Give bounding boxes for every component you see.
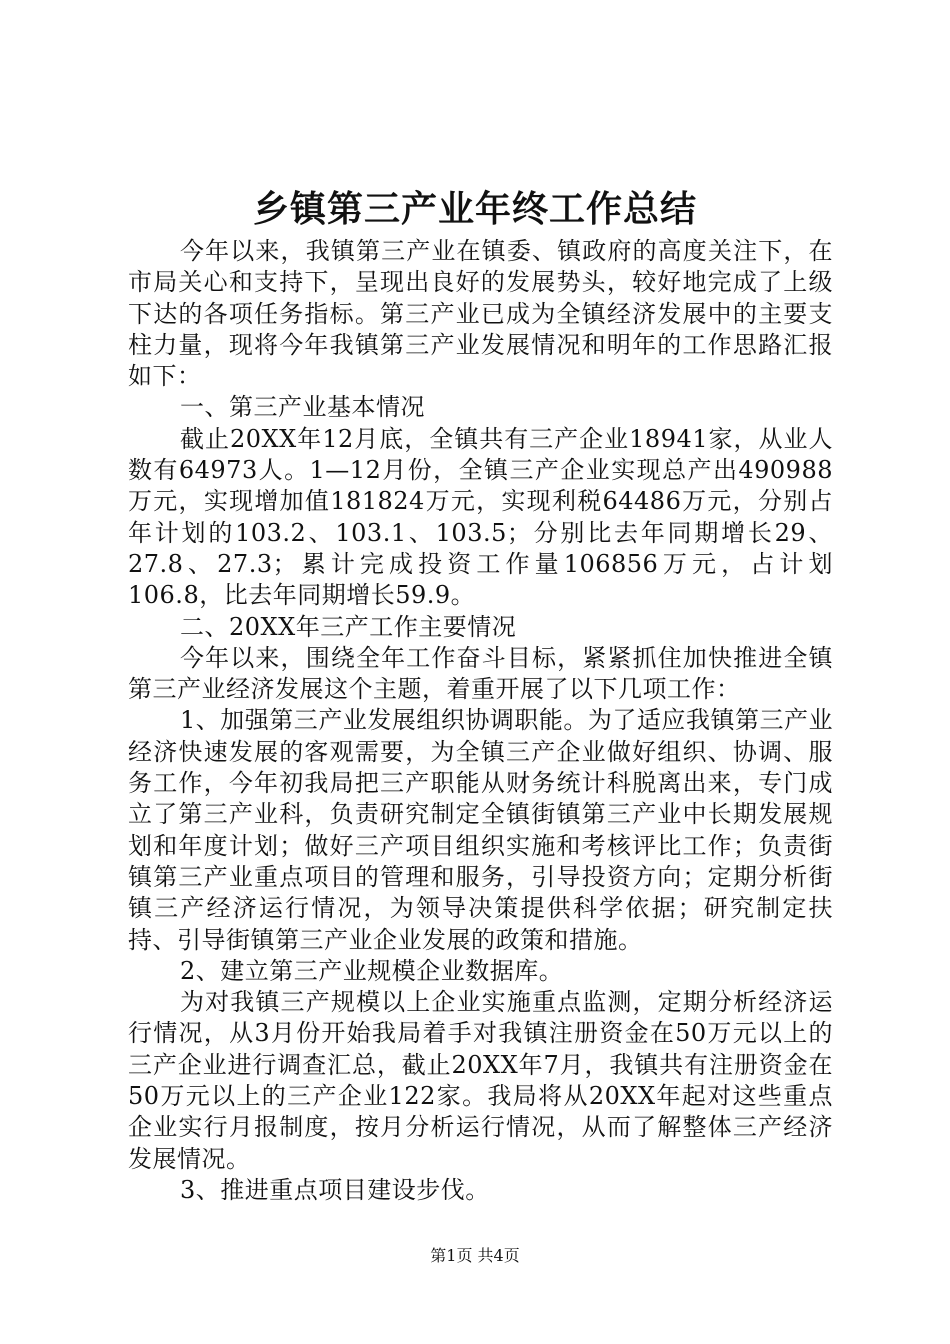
document-body: [128, 236, 833, 1206]
section-heading-main-work: 二、20XX年三产工作主要情况: [180, 612, 517, 641]
paragraph-item-2-heading: 2、建立第三产业规模企业数据库。: [180, 956, 564, 985]
document-title: 乡镇第三产业年终工作总结: [252, 188, 697, 230]
paragraph-item-2: 为对我镇三产规模以上企业实施重点监测，定期分析经济运行情况，从3月份开始我局着手对我镇注册资金在50万元以上的三产企业进行调查汇总，截止20XX年7月，我镇共有注册资金在50万元以上的三产企业122家。我局将从20XX年起对这些重点企业实行月报制度，按月分析运行情况，从而了解整体三产经济发展情况。: [128, 988, 833, 1173]
paragraph-main-work-intro: 今年以来，围绕全年工作奋斗目标，紧紧抓住加快推进全镇第三产业经济发展这个主题，着重开展了以下几项工作：: [128, 643, 833, 704]
paragraph-item-1: 1、加强第三产业发展组织协调职能。为了适应我镇第三产业经济快速发展的客观需要，为全镇三产企业做好组织、协调、服务工作，今年初我局把三产职能从财务统计科脱离出来，专门成立了第三产业科，负责研究制定全镇街镇第三产业中长期发展规划和年度计划；做好三产项目组织实施和考核评比工作；负责街镇第三产业重点项目的管理和服务，引导投资方向；定期分析街镇三产经济运行情况，为领导决策提供科学依据；研究制定扶持、引导街镇第三产业企业发展的政策和措施。: [128, 706, 833, 954]
page-footer: 第1页 共4页: [430, 1246, 520, 1265]
paragraph-basic-situation: 截止20XX年12月底，全镇共有三产企业18941家，从业人数有64973人。1—12月份，全镇三产企业实现总产出490988万元，实现增加值181824万元，实现利税64486万元，分别占年计划的103.2、103.1、103.5；分别比去年同期增长29、27.8、27.3；累计完成投资工作量106856万元，占计划106.8，比去年同期增长59.9。: [128, 424, 833, 610]
paragraph-item-3-heading: 3、推进重点项目建设步伐。: [180, 1175, 490, 1204]
paragraph-intro: 今年以来，我镇第三产业在镇委、镇政府的高度关注下，在市局关心和支持下，呈现出良好的发展势头，较好地完成了上级下达的各项任务指标。第三产业已成为全镇经济发展中的主要支柱力量，现将今年我镇第三产业发展情况和明年的工作思路汇报如下：: [128, 237, 833, 391]
section-heading-basic-situation: 一、第三产业基本情况: [180, 393, 425, 422]
